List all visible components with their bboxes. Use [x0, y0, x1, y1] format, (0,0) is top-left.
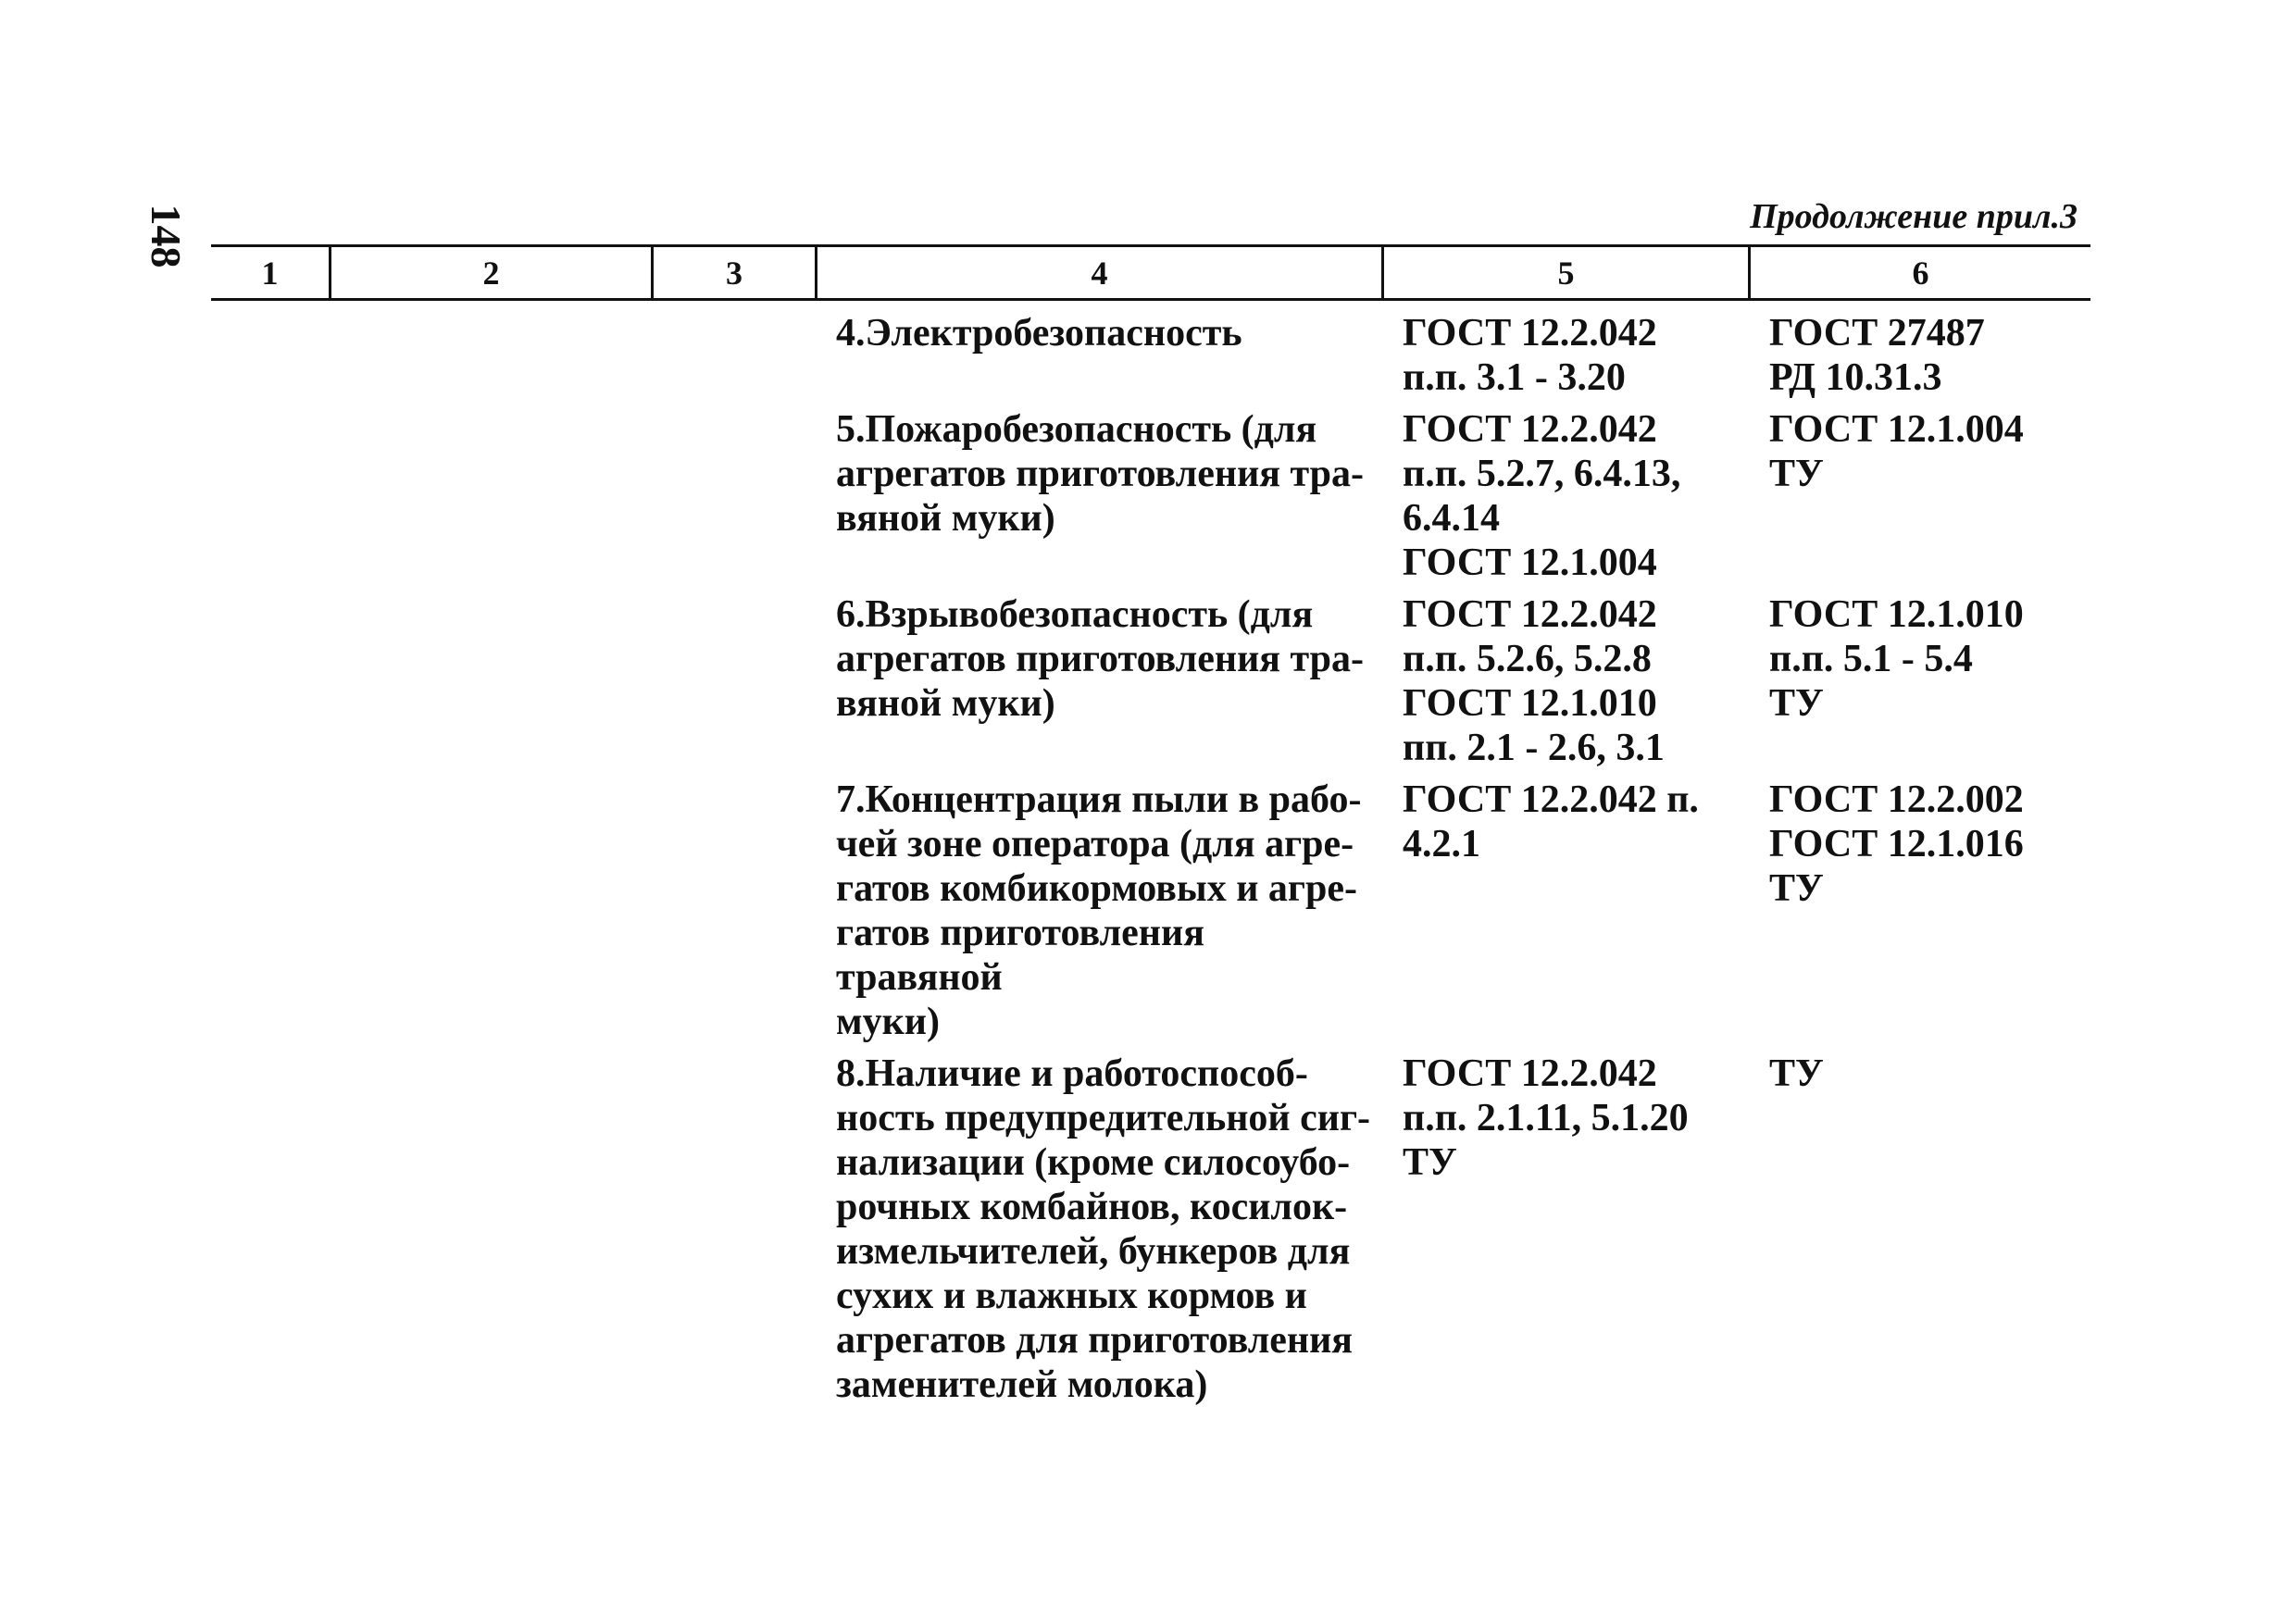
normative-doc-cell: ГОСТ 12.2.042 п.п. 3.1 - 3.20 — [1403, 312, 1657, 399]
column-header-4: 4 — [817, 247, 1384, 298]
page-number: 148 — [143, 204, 191, 268]
column-header-1: 1 — [211, 247, 331, 298]
column-header-6: 6 — [1912, 254, 1929, 292]
requirement-cell: 5.Пожаробезопасность (для агрегатов приготовления тра- вяной муки) — [836, 408, 1364, 540]
column-header-5: 5 — [1384, 247, 1751, 298]
requirement-cell: 4.Электробезопасность — [836, 312, 1242, 355]
normative-doc-cell: ГОСТ 12.2.042 п.п. 2.1.11, 5.1.20 ТУ — [1403, 1052, 1689, 1184]
table-row — [211, 311, 2090, 400]
test-method-cell: ТУ — [1769, 1052, 1824, 1095]
column-header-2: 2 — [331, 247, 654, 298]
normative-doc-cell: ГОСТ 12.2.042 п.п. 5.2.7, 6.4.13, 6.4.14 ГОСТ 12.1.004 — [1403, 408, 1681, 584]
continuation-label: Продолжение прил.3 — [1750, 197, 2078, 236]
column-header-3: 3 — [654, 247, 817, 298]
test-method-cell: ГОСТ 12.1.004 ТУ — [1769, 408, 2024, 495]
normative-doc-cell: ГОСТ 12.2.042 п.п. 5.2.6, 5.2.8 ГОСТ 12.1.010 пп. 2.1 - 2.6, 3.1 — [1403, 593, 1665, 769]
table-header-rule — [211, 298, 2090, 301]
test-method-cell: ГОСТ 27487 РД 10.31.3 — [1769, 312, 1985, 399]
normative-doc-cell: ГОСТ 12.2.042 п. 4.2.1 — [1403, 778, 1699, 865]
table-row — [211, 407, 2090, 585]
table-row — [211, 778, 2090, 1044]
requirement-cell: 6.Взрывобезопасность (для агрегатов приготовления тра- вяной муки) — [836, 593, 1364, 725]
table-row — [211, 592, 2090, 770]
table-row — [211, 1052, 2090, 1407]
test-method-cell: ГОСТ 12.1.010 п.п. 5.1 - 5.4 ТУ — [1769, 593, 2024, 725]
requirement-cell: 7.Концентрация пыли в рабо- чей зоне оператора (для агре- гатов комбикормовых и агре- гатов приготовления травяной муки) — [836, 778, 1362, 1043]
table-body — [211, 311, 2090, 1414]
test-method-cell: ГОСТ 12.2.002 ГОСТ 12.1.016 ТУ — [1769, 778, 2024, 910]
requirement-cell: 8.Наличие и работоспособ- ность предупредительной сиг- нализации (кроме силосоубо- рочных комбайнов, косилок- измельчителей, бункеров для сухих и влажных кормов и агрегатов для приготовления заменителей молока) — [836, 1052, 1371, 1406]
